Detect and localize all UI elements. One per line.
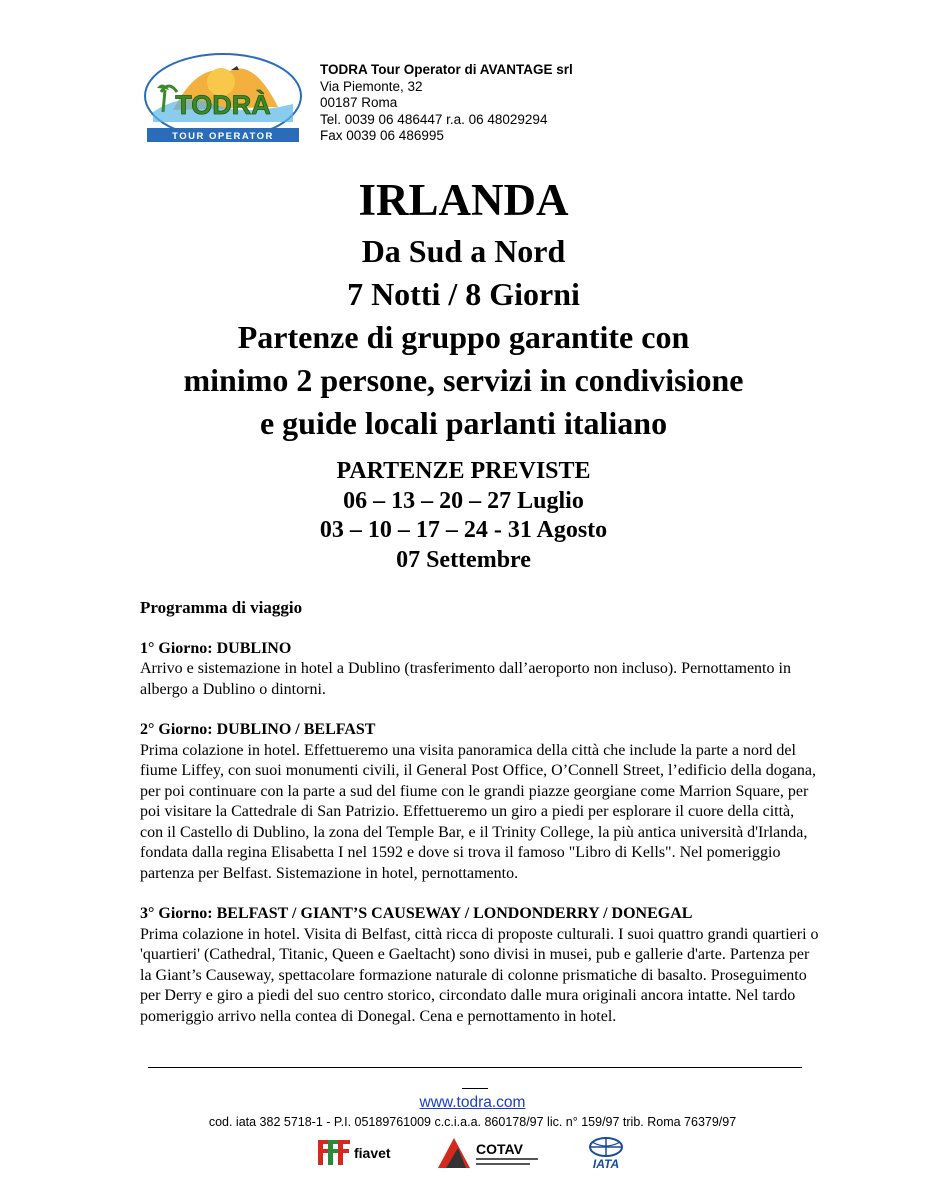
company-fax: Fax 0039 06 486995	[320, 128, 444, 143]
company-phone: Tel. 0039 06 486447 r.a. 06 48029294	[320, 111, 548, 127]
tour-description-line-3: e guide locali parlanti italiano	[259, 405, 668, 441]
departures-heading: PARTENZE PREVISTE	[336, 458, 591, 484]
program-section	[140, 598, 820, 1047]
day-title: 2° Giorno: DUBLINO / BELFAST	[140, 721, 376, 738]
tour-description-line-1: Partenze di gruppo garantite con	[237, 319, 690, 355]
todra-logo	[143, 52, 303, 150]
company-address-city: 00187 Roma	[320, 95, 398, 110]
page-title: IRLANDA	[358, 175, 569, 225]
departures-september: 07 Settembre	[396, 546, 531, 573]
cotav-text: COTAV	[476, 1141, 523, 1157]
footer-divider-short	[462, 1088, 488, 1089]
company-address-street: Via Piemonte, 32	[320, 78, 423, 94]
fiavet-text: fiavet	[354, 1145, 391, 1161]
day-item	[140, 639, 820, 701]
program-title: Programma di viaggio	[140, 598, 303, 617]
day-title: 1° Giorno: DUBLINO	[140, 639, 292, 657]
company-name: TODRA Tour Operator di AVANTAGE srl	[320, 62, 573, 77]
footer-divider	[148, 1067, 802, 1068]
title-block	[0, 170, 927, 445]
departures-july: 06 – 13 – 20 – 27 Luglio	[343, 487, 584, 514]
cotav-logo	[436, 1134, 544, 1172]
company-info	[320, 62, 573, 145]
logo-text: TODRÀ	[175, 90, 271, 120]
tour-description-line-2: minimo 2 persone, servizi in condivisione	[183, 362, 744, 398]
logo-subtext: TOUR OPERATOR	[172, 131, 274, 142]
duration: 7 Notti / 8 Giorni	[347, 276, 580, 312]
day-description: Prima colazione in hotel. Effettueremo una visita panoramica della città che include la parte a nord del fiume Liffey, con suoi monumenti civili, il General Post Office, O’Connell Street, l’edificio della dogana, per poi continuare con la parte a sud del fiume con le grandi piazze georgiane come Marrion Square, per poi visitare la Cattedrale di San Patrizio. Effettueremo un giro a piedi per esplorare il cuore della città, con il Castello di Dublino, la zona del Temple Bar, e il Trinity College, la più antica università d'Irlanda, fondata dalla regina Elisabetta I nel 1592 e dove si trova il famoso "Libro di Kells". Nel pomeriggio partenza per Belfast. Sistemazione in hotel, pernottamento.	[140, 741, 816, 882]
day-description: Prima colazione in hotel. Visita di Belfast, città ricca di proposte culturali. I suoi quattro grandi quartieri o 'quartieri' (Cathedral, Titanic, Queen e Gaeltacht) sono divisi in musei, pub e gallerie d'arte. Partenza per la Giant’s Causeway, spettacolare formazione naturale di colonne prismatiche di basalto. Proseguimento per Derry e giro a piedi del suo centro storico, circondato dalle mura originali ancora intatte. Nel tardo pomeriggio arrivo nella contea di Donegal. Cena e pernottamento in hotel.	[140, 925, 819, 1025]
subtitle: Da Sud a Nord	[361, 233, 566, 269]
departures-block	[0, 457, 927, 575]
iata-text: IATA	[592, 1157, 620, 1170]
website-link[interactable]: www.todra.com	[419, 1094, 526, 1111]
fiavet-logo	[316, 1136, 394, 1170]
day-title: 3° Giorno: BELFAST / GIANT’S CAUSEWAY / LONDONDERRY / DONEGAL	[140, 905, 693, 922]
iata-logo	[582, 1136, 630, 1170]
legal-info: cod. iata 382 5718-1 - P.I. 05189761009 c.c.i.a.a. 860178/97 lic. n° 159/97 trib. Roma 76379/97	[208, 1115, 737, 1129]
departures-august: 03 – 10 – 17 – 24 - 31 Agosto	[319, 517, 608, 543]
day-item	[140, 904, 820, 1027]
day-item	[140, 720, 820, 884]
day-description: Arrivo e sistemazione in hotel a Dublino (trasferimento dall’aeroporto non incluso). Pernottamento in albergo a Dublino o dintorni.	[140, 660, 791, 698]
